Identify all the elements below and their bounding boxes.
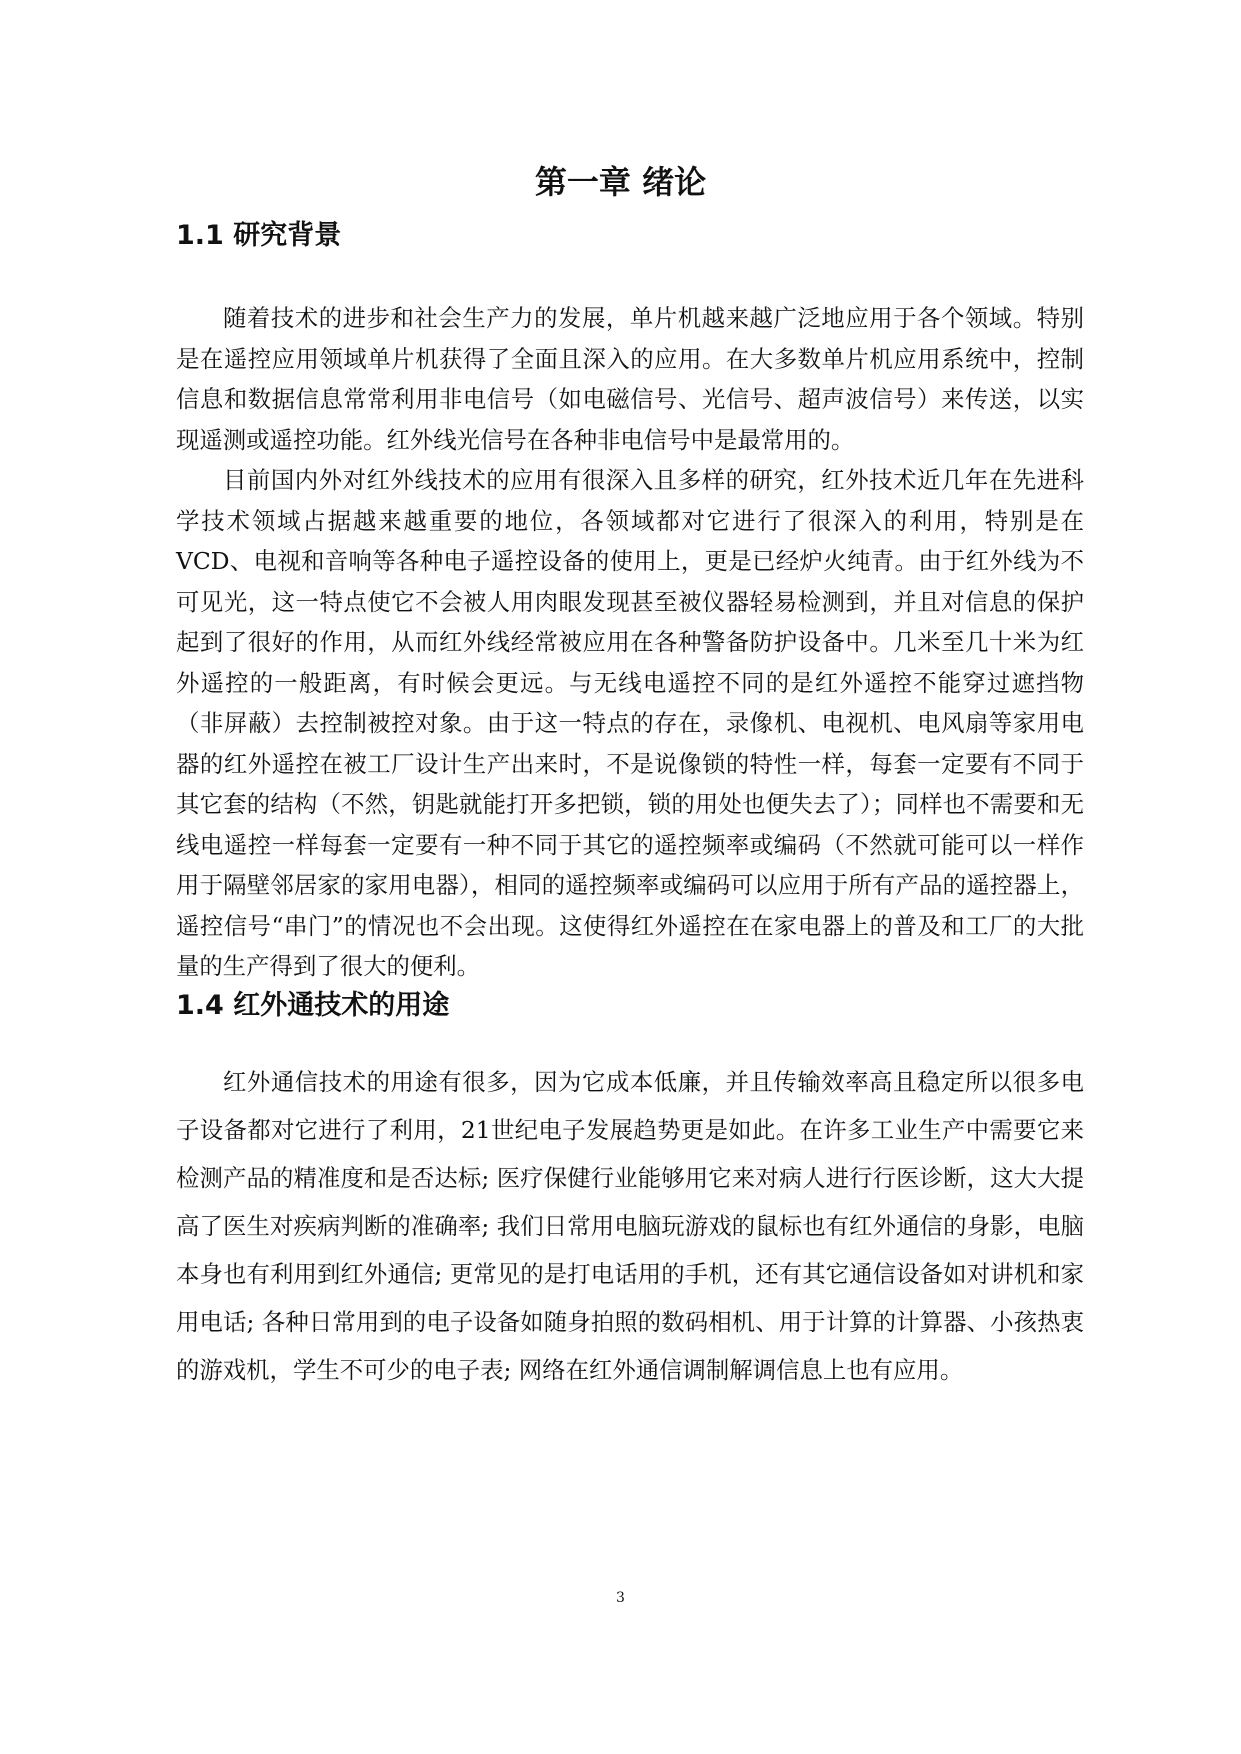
paragraph: 目前国内外对红外线技术的应用有很深入且多样的研究，红外技术近几年在先进科学技术领域占据越来越重要的地位，各领域都对它进行了很深入的利用，特别是在VCD、电视和音响等各种电子遥控设备的使用上，更是已经炉火纯青。由于红外线为不可见光，这一特点使它不会被人用肉眼发现甚至被仪器轻易检测到，并且对信息的保护起到了很好的作用，从而红外线经常被应用在各种警备防护设备中。几米至几十米为红外遥控的一般距离，有时候会更远。与无线电遥控不同的是红外遥控不能穿过遮挡物（非屏蔽）去控制被控对象。由于这一特点的存在，录像机、电视机、电风扇等家用电器的红外遥控在被工厂设计生产出来时，不是说像锁的特性一样，每套一定要有不同于其它套的结构（不然，钥匙就能打开多把锁，锁的用处也便失去了）；同样也不需要和无线电遥控一样每套一定要有一种不同于其它的遥控频率或编码（不然就可能可以一样作用于隔壁邻居家的家用电器），相同的遥控频率或编码可以应用于所有产品的遥控器上，遥控信号“串门”的情况也不会出现。这使得红外遥控在在家电器上的普及和工厂的大批量的生产得到了很大的便利。	[176, 466, 1084, 980]
section-body-research-background	[176, 298, 1084, 987]
chapter-title: 第一章 绪论	[534, 163, 707, 201]
paragraph: 随着技术的进步和社会生产力的发展，单片机越来越广泛地应用于各个领域。特别是在遥控应用领域单片机获得了全面且深入的应用。在大多数单片机应用系统中，控制信息和数据信息常常利用非电信号（如电磁信号、光信号、超声波信号）来传送，以实现遥测或遥控功能。红外线光信号在各种非电信号中是最常用的。	[176, 304, 1084, 454]
section-heading-research-background: 1.1 研究背景	[176, 220, 342, 251]
page-number: 3	[616, 1590, 625, 1606]
paragraph: 红外通信技术的用途有很多，因为它成本低廉，并且传输效率高且稳定所以很多电子设备都对它进行了利用，21世纪电子发展趋势更是如此。在许多工业生产中需要它来检测产品的精准度和是否达标; 医疗保健行业能够用它来对病人进行行医诊断，这大大提高了医生对疾病判断的准确率; 我们日常用电脑玩游戏的鼠标也有红外通信的身影，电脑本身也有利用到红外通信; 更常见的是打电话用的手机，还有其它通信设备如对讲机和家用电话; 各种日常用到的电子设备如随身拍照的数码相机、用于计算的计算器、小孩热衷的游戏机，学生不可少的电子表; 网络在红外通信调制解调信息上也有应用。	[176, 1068, 1084, 1384]
section-heading-infrared-uses: 1.4 红外通技术的用途	[176, 990, 450, 1021]
section-body-infrared-uses	[176, 1058, 1084, 1394]
